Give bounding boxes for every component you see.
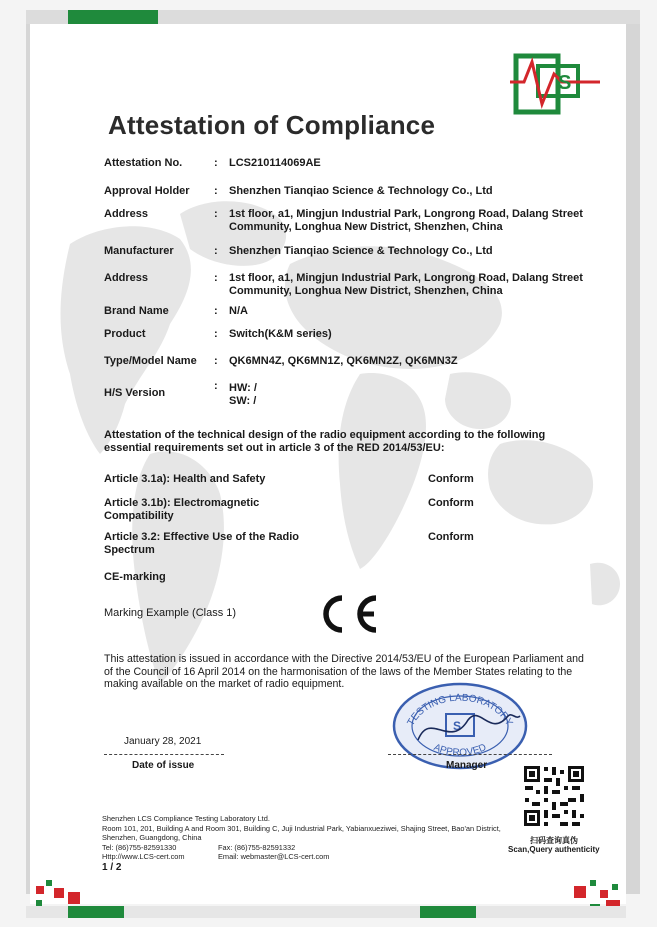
field-label-approval-holder: Approval Holder [104,185,190,197]
corner-square [574,886,586,898]
lab-tel: Tel: (86)755-82591330 [102,842,177,852]
issue-date: January 28, 2021 [124,736,202,747]
corner-square [54,888,64,898]
right-border [626,24,640,894]
stamp-top-text: TESTING LABORATORY [405,692,515,728]
lab-company: Shenzhen LCS Compliance Testing Laboratory Ltd. [102,814,270,823]
colon: : [214,185,218,197]
field-label-attestation-no: Attestation No. [104,157,183,169]
field-value-model-name: QK6MN4Z, QK6MN1Z, QK6MN2Z, QK6MN3Z [229,355,458,367]
colon: : [214,380,218,392]
field-value-hw-version: HW: / [229,382,257,394]
field-value-brand-name: N/A [229,305,248,317]
field-value-address: 1st floor, a1, Mingjun Industrial Park, Longrong Road, Dalang Street Community, Longhua New District, Shenzhen, China [229,208,583,233]
article-name: Article 3.2: Effective Use of the Radio Spectrum [104,531,299,556]
colon: : [214,272,218,284]
bottom-green-accent [420,906,476,918]
page-title: Attestation of Compliance [108,110,436,140]
bottom-green-accent [68,906,124,918]
colon: : [214,208,218,220]
article-name: Article 3.1b): Electromagnetic Compatibility [104,497,260,522]
lab-contact-block [102,814,501,862]
stamp-logo-letter: S [453,719,462,733]
marking-example-label: Marking Example (Class 1) [104,607,237,619]
corner-square [590,880,596,886]
manager-signature-line [388,754,552,755]
field-value-attestation-no: LCS210114069AE [229,157,321,169]
colon: : [214,328,218,340]
ce-marking-label: CE-marking [104,571,166,583]
page-number: 1 / 2 [102,862,122,873]
corner-square [36,886,44,894]
field-label-brand-name: Brand Name [104,305,169,317]
lcs-logo [510,52,600,116]
field-label-product: Product [104,328,146,340]
top-green-accent [68,10,158,24]
scan-label-cn: 扫码查询真伪 [530,836,578,845]
field-label-address: Address [104,208,149,220]
date-of-issue-label: Date of issue [132,760,195,771]
article-result: Conform [428,473,474,485]
field-label-model-name: Type/Model Name [104,355,197,367]
colon: : [214,245,218,257]
field-value-product: Switch(K&M series) [229,328,332,340]
qr-code[interactable] [522,764,586,828]
field-label-manufacturer-address: Address [104,272,149,284]
issuance-text: This attestation is issued in accordance with the Directive 2014/53/EU of the European Parliament and of the Council of 16 April 2014 on the harmonisation of the laws of the Member States relating to the making available on the market of radio equipment. [104,653,584,690]
stamp-bottom-text: APPROVED [431,742,489,759]
corner-square [600,890,608,898]
colon: : [214,355,218,367]
colon: : [214,157,218,169]
lab-email[interactable]: Email: webmaster@LCS-cert.com [218,852,330,861]
field-label-hs-version: H/S Version [104,387,166,399]
ce-mark-icon [314,592,382,636]
logo-letter: S [558,72,572,94]
lab-address-line1: Room 101, 201, Building A and Room 301, Building C, Juji Industrial Park, Yabianxueziwei, Shajing Street, Bao'an District, [102,823,501,833]
article-result: Conform [428,497,474,509]
colon: : [214,305,218,317]
scan-label-en: Scan,Query authenticity [508,845,600,854]
field-value-approval-holder: Shenzhen Tianqiao Science & Technology Co., Ltd [229,185,493,197]
lab-website[interactable]: Http://www.LCS-cert.com [102,852,185,861]
requirements-statement: Attestation of the technical design of the radio equipment according to the following essential requirements set out in article 3 of the RED 2014/53/EU: [104,429,546,454]
field-label-manufacturer: Manufacturer [104,245,174,257]
corner-square [68,892,80,904]
manager-label: Manager [446,760,488,771]
corner-square [46,880,52,886]
date-signature-line [104,754,224,755]
lab-fax: Fax: (86)755-82591332 [218,842,296,852]
article-name: Article 3.1a): Health and Safety [104,473,266,485]
lab-address-line2: Shenzhen, Guangdong, China [102,833,202,842]
field-value-manufacturer-address: 1st floor, a1, Mingjun Industrial Park, Longrong Road, Dalang Street Community, Longhua New District, Shenzhen, China [229,272,583,297]
approval-stamp [390,680,530,770]
field-value-sw-version: SW: / [229,395,257,407]
corner-square [612,884,618,890]
article-result: Conform [428,531,474,543]
field-value-manufacturer: Shenzhen Tianqiao Science & Technology Co., Ltd [229,245,493,257]
